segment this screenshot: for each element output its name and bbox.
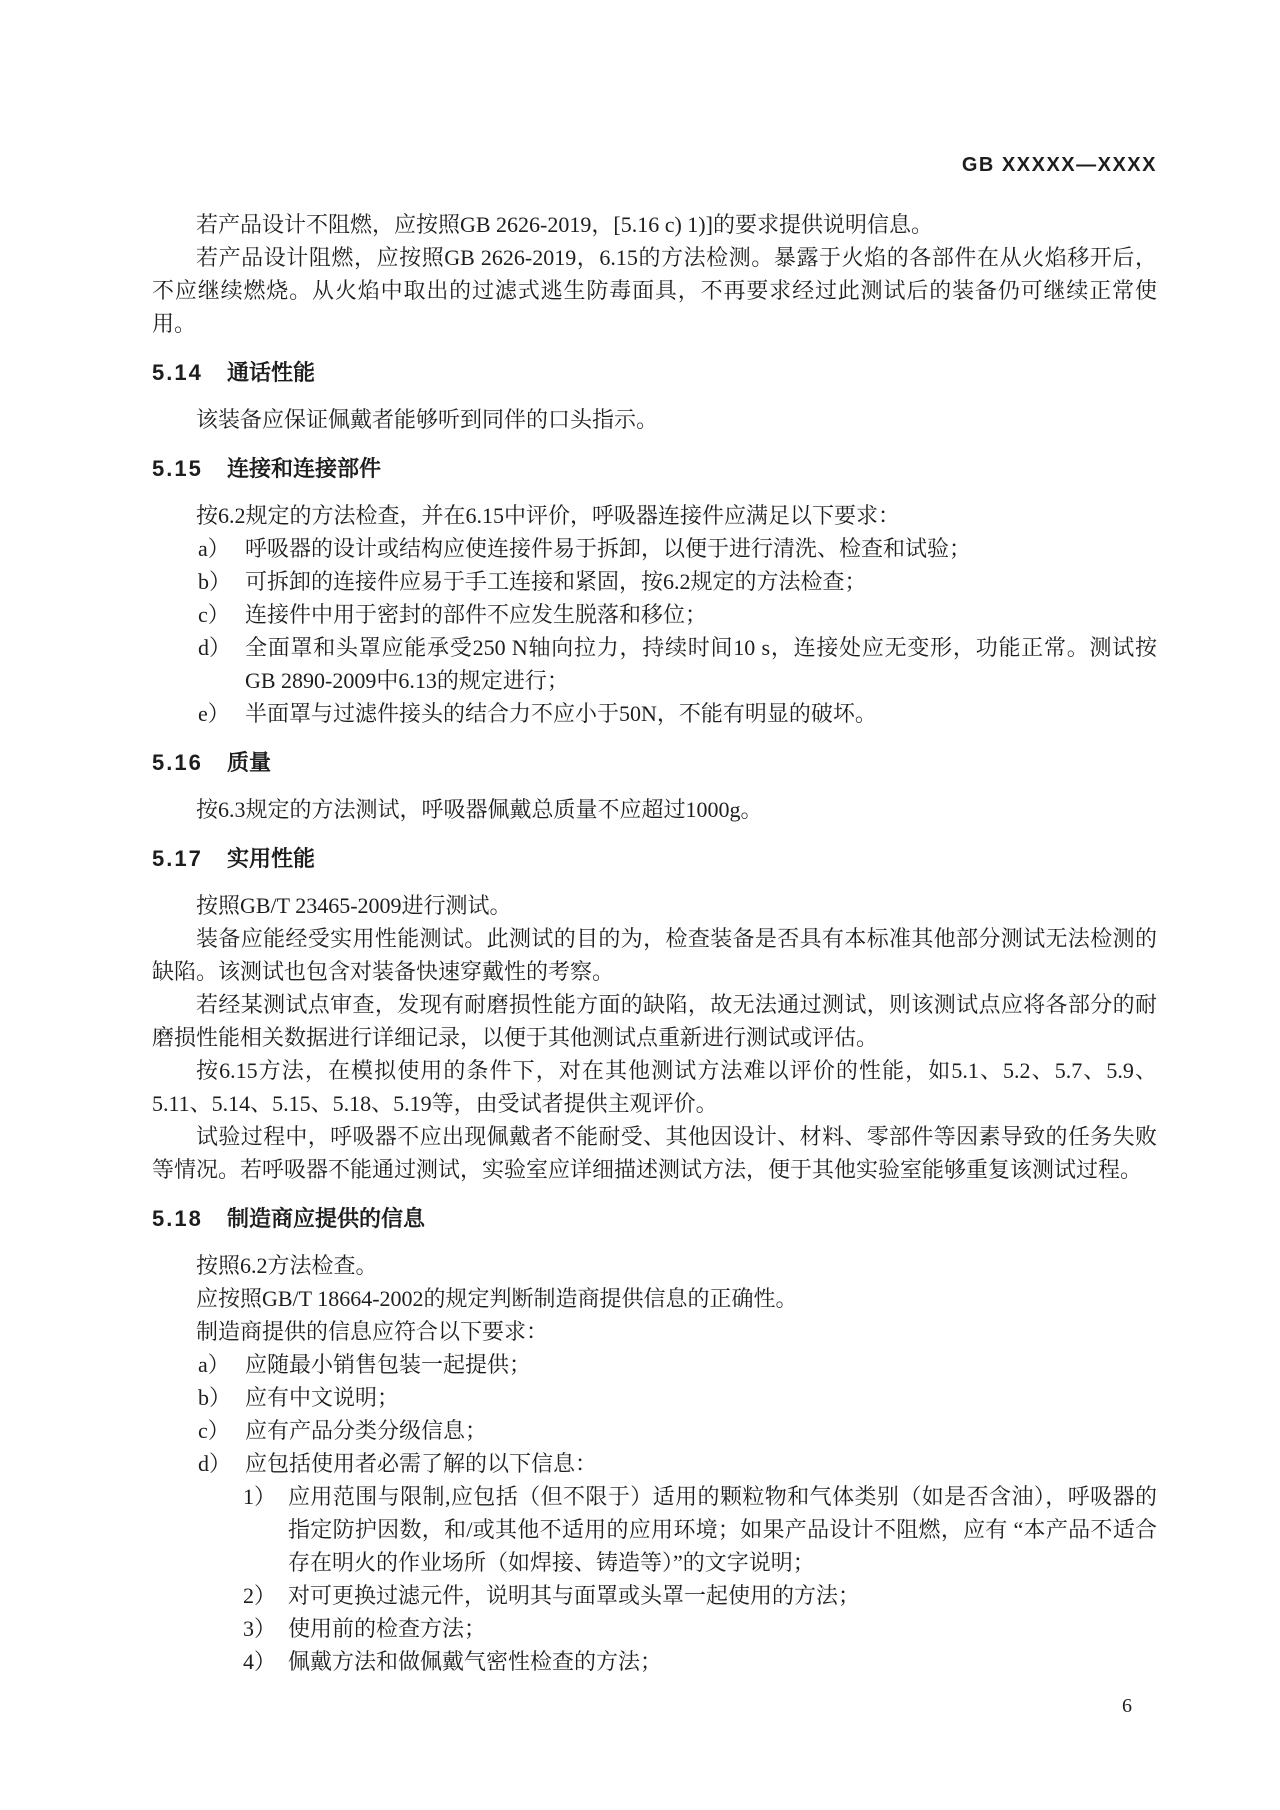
section-heading-5-14 xyxy=(152,356,1157,389)
paragraph-5-17-3: 若经某测试点审查，发现有耐磨损性能方面的缺陷，故无法通过测试，则该测试点应将各部分的耐磨损性能相关数据进行详细记录，以便于其他测试点重新进行测试或评估。 xyxy=(152,992,1157,1050)
list-marker: a） xyxy=(198,536,230,561)
list-marker: 3） xyxy=(243,1616,277,1641)
paragraph-intro-1: 若产品设计不阻燃，应按照GB 2626-2019，[5.16 c) 1)]的要求提供说明信息。 xyxy=(196,212,933,237)
list-item-d xyxy=(152,631,1157,697)
section-number: 5.14 xyxy=(152,360,203,385)
list-text: 呼吸器的设计或结构应使连接件易于拆卸，以便于进行清洗、检查和试验； xyxy=(245,536,972,561)
list-item-a xyxy=(152,1348,1157,1381)
list-text: 应用范围与限制,应包括（但不限于）适用的颗粒物和气体类别（如是否含油），呼吸器的指定防护因数，和/或其他不适用的应用环境；如果产品设计不阻燃，应有 “本产品不适合存在明火的作业场所（如焊接、铸造等）”的文字说明； xyxy=(288,1484,1157,1575)
list-marker: c） xyxy=(198,602,230,627)
section-number: 5.15 xyxy=(152,456,203,481)
list-text: 应随最小销售包装一起提供； xyxy=(245,1352,532,1377)
section-title: 制造商应提供的信息 xyxy=(226,1206,425,1231)
section-title: 连接和连接部件 xyxy=(226,456,381,481)
section-number: 5.16 xyxy=(152,750,203,775)
list-text: 半面罩与过滤件接头的结合力不应小于50N，不能有明显的破坏。 xyxy=(245,701,877,726)
sublist-item-4 xyxy=(152,1645,1157,1678)
sublist-item-2 xyxy=(152,1579,1157,1612)
list-marker: b） xyxy=(198,569,232,594)
paragraph-5-18-3: 制造商提供的信息应符合以下要求： xyxy=(196,1319,549,1344)
section-number: 5.17 xyxy=(152,846,203,871)
list-text: 应有中文说明； xyxy=(245,1385,400,1410)
paragraph-intro-2: 若产品设计阻燃，应按照GB 2626-2019，6.15的方法检测。暴露于火焰的各部件在从火焰移开后，不应继续燃烧。从火焰中取出的过滤式逃生防毒面具，不再要求经过此测试后的装备仍可继续正常使用。 xyxy=(152,245,1157,336)
section-title: 通话性能 xyxy=(226,360,315,385)
section-title: 实用性能 xyxy=(226,846,315,871)
list-marker: 1） xyxy=(243,1484,277,1509)
section-number: 5.18 xyxy=(152,1206,203,1231)
list-marker: 4） xyxy=(243,1649,277,1674)
paragraph-5-16: 按6.3规定的方法测试，呼吸器佩戴总质量不应超过1000g。 xyxy=(196,797,763,822)
paragraph-5-18-1: 按照6.2方法检查。 xyxy=(196,1253,378,1278)
list-text: 对可更换过滤元件，说明其与面罩或头罩一起使用的方法； xyxy=(288,1583,861,1608)
section-heading-5-16 xyxy=(152,746,1157,779)
section-heading-5-17 xyxy=(152,842,1157,875)
list-item-e xyxy=(152,697,1157,730)
list-text: 佩戴方法和做佩戴气密性检查的方法； xyxy=(288,1649,663,1674)
section-heading-5-18 xyxy=(152,1202,1157,1235)
page-number: 6 xyxy=(1122,1695,1132,1717)
list-text: 应有产品分类分级信息； xyxy=(245,1418,488,1443)
list-item-c xyxy=(152,1414,1157,1447)
paragraph-5-18-2: 应按照GB/T 18664-2002的规定判断制造商提供信息的正确性。 xyxy=(196,1286,798,1311)
list-text: 可拆卸的连接件应易于手工连接和紧固，按6.2规定的方法检查； xyxy=(245,569,867,594)
list-text: 使用前的检查方法； xyxy=(288,1616,487,1641)
list-item-c xyxy=(152,598,1157,631)
list-marker: d） xyxy=(198,1451,232,1476)
list-marker: d） xyxy=(198,635,232,660)
list-item-b xyxy=(152,565,1157,598)
paragraph-5-17-2: 装备应能经受实用性能测试。此测试的目的为，检查装备是否具有本标准其他部分测试无法检测的缺陷。该测试也包含对装备快速穿戴性的考察。 xyxy=(152,926,1157,984)
paragraph-5-17-5: 试验过程中，呼吸器不应出现佩戴者不能耐受、其他因设计、材料、零部件等因素导致的任务失败等情况。若呼吸器不能通过测试，实验室应详细描述测试方法，便于其他实验室能够重复该测试过程。 xyxy=(152,1124,1157,1182)
list-item-a xyxy=(152,532,1157,565)
list-marker: c） xyxy=(198,1418,230,1443)
list-marker: a） xyxy=(198,1352,230,1377)
list-marker: b） xyxy=(198,1385,232,1410)
paragraph-5-17-4: 按6.15方法，在模拟使用的条件下，对在其他测试方法难以评价的性能，如5.1、5.2、5.7、5.9、5.11、5.14、5.15、5.18、5.19等，由受试者提供主观评价。 xyxy=(152,1058,1157,1116)
sublist-item-3 xyxy=(152,1612,1157,1645)
paragraph-5-15-intro: 按6.2规定的方法检查，并在6.15中评价，呼吸器连接件应满足以下要求： xyxy=(196,503,901,528)
doc-code-header: GB XXXXX—XXXX xyxy=(961,154,1157,176)
section-title: 质量 xyxy=(226,750,271,775)
list-text: 连接件中用于密封的部件不应发生脱落和移位； xyxy=(245,602,708,627)
list-text: 全面罩和头罩应能承受250 N轴向拉力，持续时间10 s，连接处应无变形，功能正常。测试按GB 2890-2009中6.13的规定进行； xyxy=(245,635,1157,693)
section-heading-5-15 xyxy=(152,452,1157,485)
list-item-d xyxy=(152,1447,1157,1480)
list-marker: 2） xyxy=(243,1583,277,1608)
document-content xyxy=(152,208,1157,1678)
sublist-item-1 xyxy=(152,1480,1157,1579)
paragraph-5-17-1: 按照GB/T 23465-2009进行测试。 xyxy=(196,893,512,918)
paragraph-5-14: 该装备应保证佩戴者能够听到同伴的口头指示。 xyxy=(196,407,659,432)
list-text: 应包括使用者必需了解的以下信息： xyxy=(245,1451,598,1476)
list-marker: e） xyxy=(198,701,230,726)
list-item-b xyxy=(152,1381,1157,1414)
